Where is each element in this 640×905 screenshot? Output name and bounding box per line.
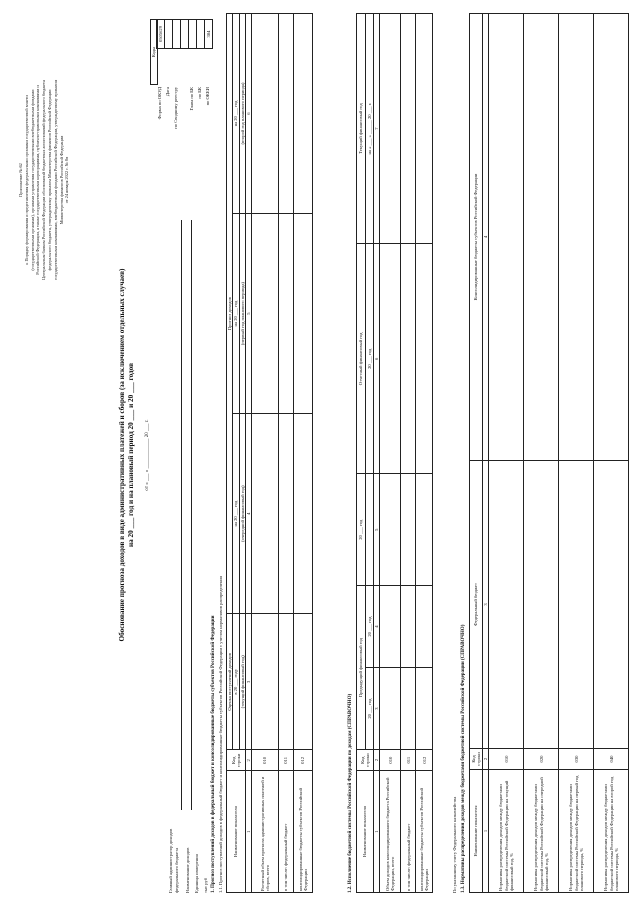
row-name: в том числе: федеральный бюджет [279, 771, 294, 893]
section-13-table [469, 13, 629, 893]
code-value [197, 20, 205, 49]
header-report: Отчетный финансовый год [357, 244, 366, 474]
table-row [416, 14, 433, 893]
unit-value: тыс руб [203, 877, 208, 893]
header-y2: на 20 ___ год [233, 214, 239, 414]
col-number: 1 [245, 771, 251, 893]
row-name: Нормативы распределения доходов между бюджетами бюджетной системы Российской Федерации на второй год планового периода, % [594, 770, 629, 893]
income-underline [190, 220, 192, 810]
header-fed: Федеральный бюджет [470, 461, 483, 749]
code-value [173, 20, 181, 49]
header-y3: на 20 ___ год [233, 14, 239, 214]
col-number: 3 [245, 614, 251, 750]
header-estimate-year: в 20 ___ году [233, 614, 239, 750]
col-number: 5 [374, 474, 380, 586]
codes-header: Коды [151, 20, 158, 85]
row-code: 040 [594, 749, 629, 770]
row-name: консолидированные бюджеты субъектов Российской Федерации [416, 771, 433, 893]
row-name: Расчетный объем прогноза административных платежей и сборов, всего [252, 771, 279, 893]
codes-values [156, 19, 213, 49]
code-value: 0505629 [157, 20, 165, 49]
unit-label: Единица измерения [194, 854, 199, 893]
appendix-line: федерального бюджета, утвержденному приказом Министерства финансов Российской Федерации [46, 89, 52, 271]
row-name: Нормативы распределения доходов между бюджетами бюджетной системы Российской Федерации на текущий финансовый год, % [489, 770, 524, 893]
table-row [380, 14, 401, 893]
income-label: Наименование доходов [185, 847, 190, 893]
title-line-2: на 20 ___ год и на плановый период 20 ___ и 20 ___ годов [127, 363, 136, 547]
row-code: 010 [252, 750, 279, 771]
col-number: 1 [374, 771, 380, 893]
header-name: Наименование показателя [227, 771, 246, 893]
col-number: 1 [483, 770, 489, 893]
codes-labels [156, 87, 212, 205]
col-number: 2 [374, 750, 380, 771]
code-label: Дата [165, 87, 170, 97]
header-forecast: Прогноз доходов [227, 14, 233, 614]
col-number: 3 [483, 461, 489, 749]
document-title [118, 175, 137, 735]
section-1-title: 1. Прогноз поступлений доходов в федеральный бюджет и консолидированные бюджеты субъектов Российской Федерации [211, 615, 216, 893]
header-code: Код строки [227, 750, 246, 771]
section-1-table [226, 13, 313, 893]
header-current: Текущий финансовый год [357, 14, 366, 244]
row-code: 010 [380, 750, 401, 771]
section-12-title: 1.2. Исполнение бюджетной системы Российской Федерации по доходам (СПРАВОЧНО) [348, 693, 353, 893]
header-y3-note: (второй год планового периода) [239, 14, 245, 214]
row-name: Объем доходов консолидированного бюджета Российской Федерации, всего [380, 771, 401, 893]
row-code: 011 [279, 750, 294, 771]
col-number: 4 [483, 14, 489, 461]
appendix-line: Центральным банком Российской Федерации обоснований бюджетных ассигнований федерального бюджета [41, 80, 47, 280]
code-value [165, 20, 173, 49]
header-cons: Консолидированные бюджеты субъектов Российской Федерации [470, 14, 483, 461]
col-number: 6 [374, 244, 380, 474]
section-12-note: По указанному счету Федерального казначейства [452, 796, 457, 893]
col-number: 2 [483, 749, 489, 770]
header-name: Наименование показателя [357, 771, 374, 893]
table-row [279, 14, 294, 893]
appendix-block [18, 15, 70, 345]
row-code: 010 [489, 749, 524, 770]
table-row [252, 14, 279, 893]
row-code: 012 [416, 750, 433, 771]
appendix-line: к Порядку формирования и представления федеральными органами государственной власти [23, 95, 29, 265]
header-estimate: Оценка поступлений доходов [227, 614, 233, 750]
row-name: Нормативы распределения доходов между бюджетами бюджетной системы Российской Федерации на очередной финансовый год, % [524, 770, 559, 893]
admin-underline [180, 220, 182, 810]
col-number: 6 [245, 14, 251, 214]
header-prev-b: 20 ___ год [357, 474, 366, 586]
header-code: Код строки [470, 749, 483, 770]
code-label: по ОКЕИ [205, 87, 210, 106]
row-name: в том числе: федеральный бюджет [401, 771, 416, 893]
appendix-line: государственными компаниями, внебюджетными фондами Российской Федерации, утвержденному приказом [52, 79, 58, 281]
header-prev-a: 20 ___ год [365, 668, 374, 750]
table-row [294, 14, 313, 893]
header-name: Наименование показателя [470, 770, 483, 893]
section-13-title: 1.3. Нормативы распределения доходов между бюджетами бюджетной системы Российской Федерации (СПРАВОЧНО) [461, 624, 466, 893]
col-number: 7 [374, 14, 380, 244]
section-12-table [356, 13, 433, 893]
header-code: Код строки [357, 750, 374, 771]
row-name: Нормативы распределения доходов между бюджетами бюджетной системы Российской Федерации на первый год планового периода, % [559, 770, 594, 893]
header-current-a: на « ___ » ______ 20 ___ г. [365, 14, 374, 244]
appendix-line: Российской Федерации, а также государственными корпорациями, публично-правовыми компаниями и [35, 85, 41, 275]
col-number: 4 [245, 414, 251, 614]
admin-label: Главный администратор доходов федерального бюджета [168, 828, 179, 893]
table-row [524, 14, 559, 893]
col-number: 5 [245, 214, 251, 414]
appendix-line: Министерства финансов Российской Федерации [58, 135, 64, 225]
code-value [189, 20, 197, 49]
appendix-line: от 24 января 2022 г. № 8н [64, 156, 70, 204]
row-code: 030 [559, 749, 594, 770]
appendix-line: Приложение № 62 [18, 163, 23, 197]
header-estimate-note: (текущий финансовый год) [239, 614, 245, 750]
table-row [489, 14, 524, 893]
row-name: консолидированные бюджеты субъектов Российской Федерации [294, 771, 313, 893]
code-label: Форма по ОКУД [157, 87, 162, 120]
row-code: 020 [524, 749, 559, 770]
table-row [401, 14, 416, 893]
col-number: 2 [245, 750, 251, 771]
code-label: по Сводному реестру [173, 87, 178, 129]
code-value: 384 [205, 20, 213, 49]
header-prev: Предыдущий финансовый год [357, 586, 366, 750]
code-label: Глава по БК [189, 87, 194, 111]
header-y1-note: (очередной финансовый год) [239, 414, 245, 614]
code-label: по БК [197, 87, 202, 99]
col-number: 4 [374, 586, 380, 668]
header-prev-a: 20 ___ год [365, 586, 374, 668]
header-y1: на 20 ___ год [233, 414, 239, 614]
title-line-1: Обоснование прогноза доходов в виде административных платежей и сборов (за исключением отдельных случаев) [118, 268, 126, 642]
appendix-line: (государственными органами), органами управления государственными внебюджетными фондами [29, 89, 35, 271]
row-code: 011 [401, 750, 416, 771]
date-line: от « ___ » ____________ 20 ___ г. [145, 419, 150, 491]
table-row [559, 14, 594, 893]
row-code: 012 [294, 750, 313, 771]
section-1-subtitle: 1.1. Прогноз поступлений доходов в федеральный бюджет и консолидированные бюджеты субъектов Российской Федерации с учетом нормативов распределения [218, 575, 223, 893]
header-y2-note: (первый год планового периода) [239, 214, 245, 414]
table-row [594, 14, 629, 893]
col-number: 3 [374, 668, 380, 750]
header-report-a: 20 ___ год [365, 244, 374, 474]
